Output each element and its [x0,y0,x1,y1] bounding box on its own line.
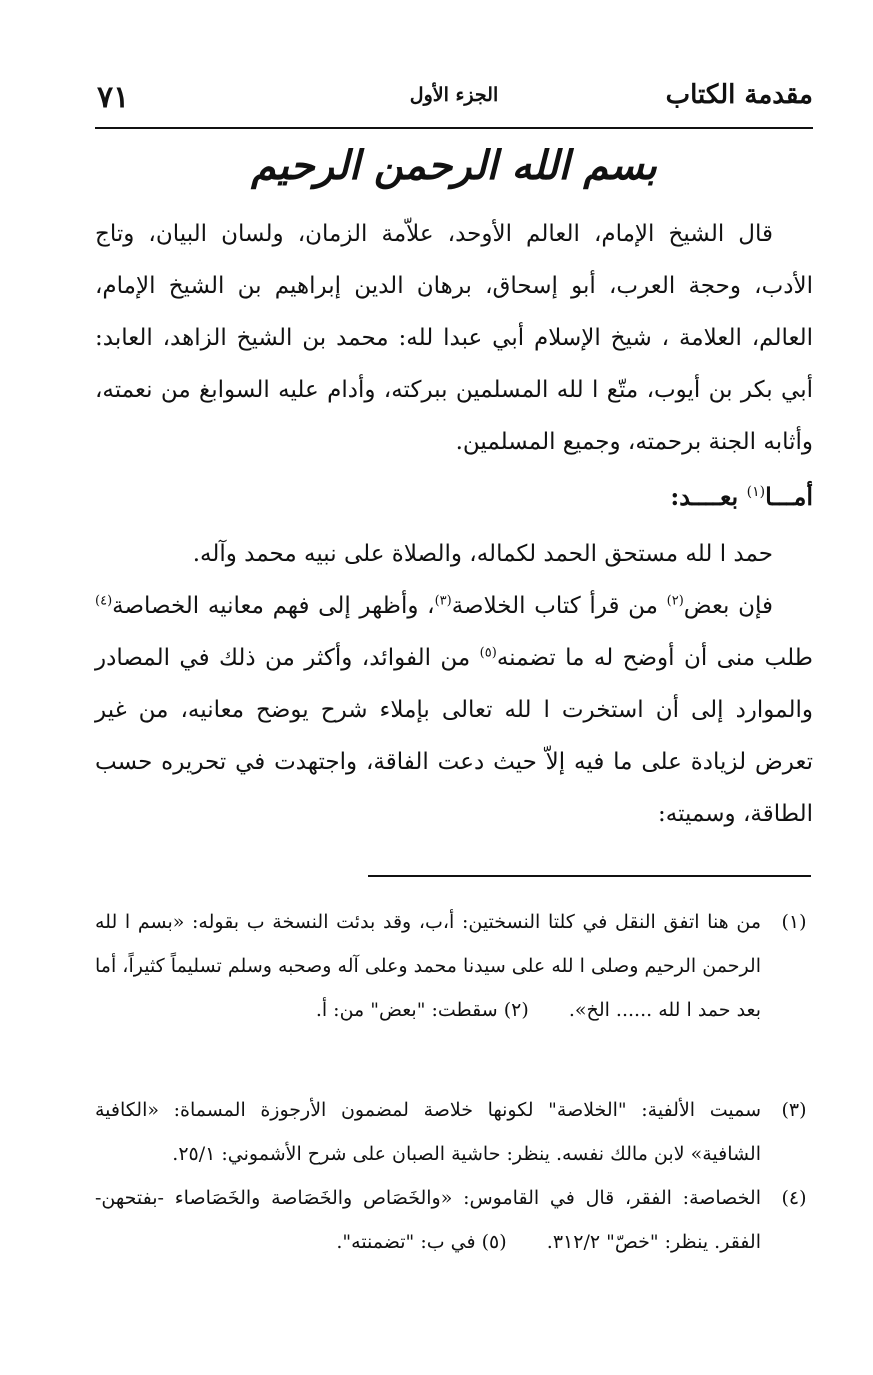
footnote-5-text: في ب: "تضمنته". [336,1231,476,1253]
purpose-text-e: من الفوائد، وأكثر من ذلك في المصادر والموارد إلى أن استخرت ا لله تعالى بإملاء شرح يوضح معانيه، من غير تعرض لزيادة على ما فيه إلاّ حيث دعت الفاقة، واجتهدت في تحريره حسب الطاقة، وسميته: [95,645,813,827]
amma-tail: بعــــد: [670,482,739,511]
intro-paragraph: قال الشيخ الإمام، العالم الأوحد، علاّمة الزمان، ولسان البيان، وتاج الأدب، وحجة العرب، أبو إسحاق، برهان الدين إبراهيم بن الشيخ الإمام، العالم، العلامة ، شيخ الإسلام أبي عبدا لله: محمد بن الشيخ الزاهد، العابد: أبي بكر بن أيوب، متّع ا لله المسلمين ببركته، وأدام عليه السوابغ من نعمته، وأثابه الجنة برحمته، وجميع المسلمين. [95,221,813,455]
footnote-3-number: (٣) [781,1099,807,1121]
footnote-4 [95,1176,813,1264]
praise-paragraph: حمد ا لله مستحق الحمد لكماله، والصلاة على نبيه محمد وآله. [192,541,773,567]
volume-label: الجزء الأول [409,84,499,106]
page-number: ٧١ [97,80,130,115]
footnote-2-number: (٢) [503,999,529,1021]
footnote-5 [336,1231,506,1253]
footnote-3 [95,1088,813,1176]
footnote-ref-1: (١) [746,484,766,500]
footnote-ref-2: (٢) [666,593,684,609]
footnote-ref-4: (٤) [95,593,113,609]
amma-heading [670,482,813,511]
purpose-text-c: ، وأظهر إلى فهم معانيه الخصاصة [112,593,435,619]
footnote-ref-3: (٣) [434,593,452,609]
header-rule [95,127,813,129]
basmala-heading: بسم الله الرحمن الرحيم [251,142,657,189]
footnote-4-text: الخصاصة: الفقر، قال في القاموس: «والخَصَاص والخَصَاصة والخَصَاصاء -بفتحهن- الفقر. ينظر: "خصّ" ٣١٢/٢. [95,1187,761,1253]
purpose-text-a: فإن بعض [683,593,774,619]
footnote-2-text: سقطت: "بعض" من: أ. [315,999,498,1021]
purpose-text-b: من قرأ كتاب الخلاصة [451,593,667,619]
footnote-4-number: (٤) [781,1187,807,1209]
footnote-1 [95,900,813,1032]
footnote-1-number: (١) [781,911,807,933]
footnote-separator [368,875,811,877]
footnote-1-text: من هنا اتفق النقل في كلتا النسختين: أ،ب، وقد بدئت النسخة ب بقوله: «بسم ا لله الرحمن الرحيم وصلى ا لله على سيدنا محمد وعلى آله وصحبه وسلم تسليماً كثيراً، أما بعد حمد ا لله ...... الخ». [95,911,761,1021]
footnote-3-text: سميت الألفية: "الخلاصة" لكونها خلاصة لمضمون الأرجوزة المسماة: «الكافية الشافية» لابن مالك نفسه. ينظر: حاشية الصبان على شرح الأشموني: ٢٥/١. [95,1099,761,1165]
section-title: مقدمة الكتاب [665,80,813,110]
purpose-text-d: طلب منى أن أوضح له ما تضمنه [496,645,813,671]
amma-word: أمـــا [765,482,813,511]
footnote-ref-5: (٥) [479,645,497,661]
page-header [95,78,813,124]
footnote-5-number: (٥) [481,1231,507,1253]
purpose-paragraph [95,580,813,840]
footnote-2 [316,999,529,1021]
